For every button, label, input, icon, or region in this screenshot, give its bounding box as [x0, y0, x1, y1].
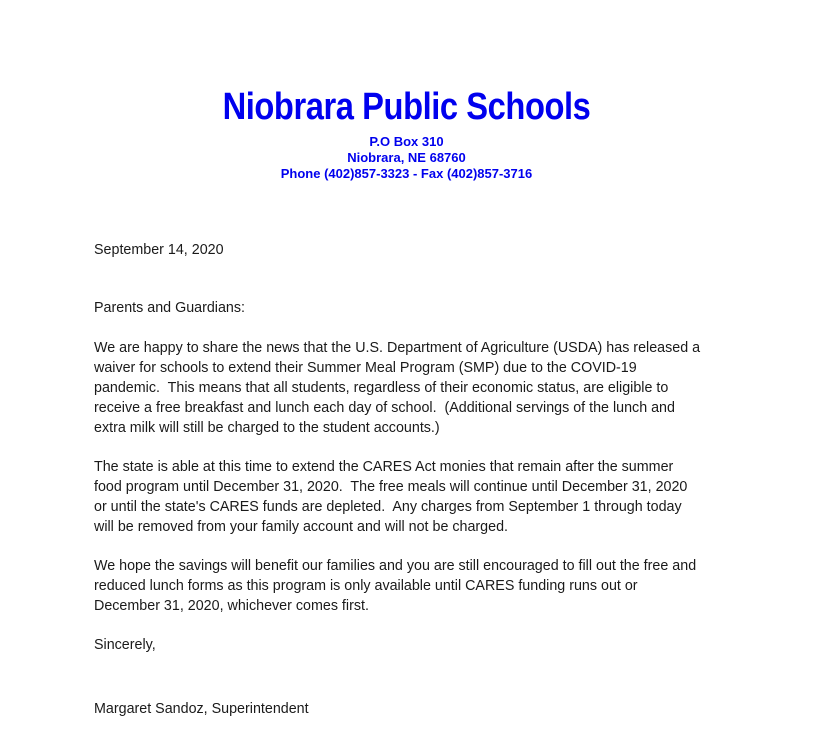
school-name: Niobrara Public Schools [222, 86, 591, 128]
city-state-zip: Niobrara, NE 68760 [347, 150, 466, 165]
po-box: P.O Box 310 [369, 134, 444, 149]
paragraph-line: reduced lunch forms as this program is only available until CARES funding runs out or [94, 578, 638, 594]
paragraph-line: December 31, 2020, whichever comes first. [94, 598, 369, 614]
letter-body [94, 240, 734, 719]
letterhead [0, 84, 813, 182]
salutation: Parents and Guardians: [94, 300, 246, 316]
signature: Margaret Sandoz, Superintendent [94, 701, 309, 717]
paragraph-line: food program until December 31, 2020. The free meals will continue until December 31, 2020 [94, 479, 688, 495]
paragraph-line: We are happy to share the news that the U.S. Department of Agriculture (USDA) has released a [94, 340, 701, 356]
paragraph-line: will be removed from your family account and will not be charged. [94, 519, 509, 535]
paragraph-1 [94, 338, 734, 438]
closing: Sincerely, [94, 637, 156, 653]
phone-fax: Phone (402)857-3323 - Fax (402)857-3716 [280, 166, 533, 181]
letter-date: September 14, 2020 [94, 242, 224, 258]
paragraph-line: extra milk will still be charged to the student accounts.) [94, 420, 440, 436]
paragraph-line: waiver for schools to extend their Summer Meal Program (SMP) due to the COVID-19 [94, 360, 637, 376]
paragraph-line: or until the state's CARES funds are depleted. Any charges from September 1 through today [94, 499, 682, 515]
paragraph-line: receive a free breakfast and lunch each day of school. (Additional servings of the lunch and [94, 400, 675, 416]
paragraph-line: pandemic. This means that all students, regardless of their economic status, are eligible to [94, 380, 669, 396]
paragraph-line: We hope the savings will benefit our families and you are still encouraged to fill out the free and [94, 558, 697, 574]
paragraph-3 [94, 556, 734, 616]
paragraph-2 [94, 457, 734, 537]
paragraph-line: The state is able at this time to extend the CARES Act monies that remain after the summer [94, 459, 674, 475]
